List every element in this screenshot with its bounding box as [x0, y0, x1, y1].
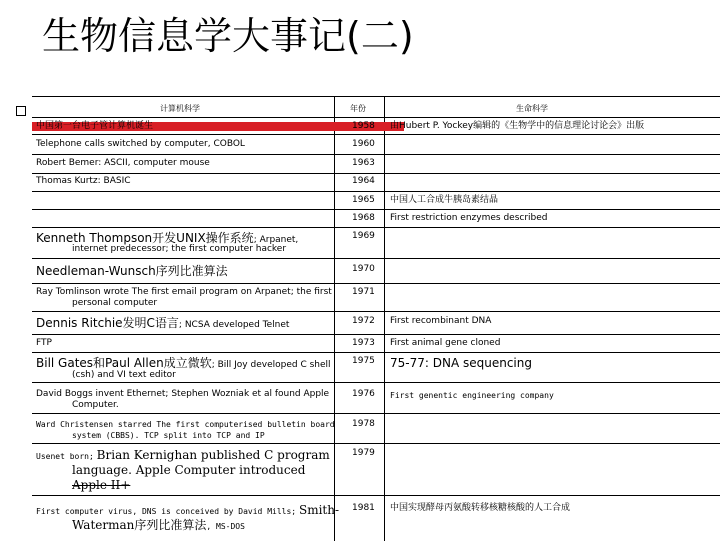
cell-computer-emphasis: Kenneth Thompson开发UNIX操作系统 — [36, 231, 254, 245]
cell-computer: 中国第一台电子管计算机诞生 — [36, 121, 154, 131]
cell-computer-emphasis: Brian Kernighan published C program — [96, 448, 330, 462]
row-divider — [32, 209, 720, 210]
cell-computer-emphasis: Bill Gates和Paul Allen成立微软 — [36, 356, 212, 370]
cell-year: 1965 — [352, 195, 375, 205]
cell-year: 1978 — [352, 419, 375, 429]
events-table — [32, 96, 720, 541]
cell-computer-text: , MS-DOS — [206, 522, 245, 531]
cell-computer-continued: personal computer — [72, 298, 158, 308]
slide-title: 生物信息学大事记(二) — [42, 14, 414, 58]
cell-computer: Thomas Kurtz: BASIC — [36, 176, 131, 186]
header-computer: 计算机科学 — [160, 104, 200, 113]
cell-life: 中国实现酵母丙氨酸转移核糖核酸的人工合成 — [390, 503, 571, 513]
cell-year: 1963 — [352, 158, 375, 168]
cell-life: 75-77: DNA sequencing — [390, 356, 532, 370]
cell-computer-continued: internet predecessor; the first computer hacker — [72, 244, 287, 254]
cell-life: First restriction enzymes described — [390, 213, 548, 223]
row-divider — [32, 443, 720, 444]
cell-computer: Needleman-Wunsch序列比准算法 — [36, 264, 228, 278]
cell-computer: Telephone calls switched by computer, COBOL — [36, 139, 245, 149]
row-divider — [32, 311, 720, 312]
cell-year: 1970 — [352, 264, 375, 274]
cell-year: 1975 — [352, 356, 375, 366]
row-divider — [32, 173, 720, 174]
header-year: 年份 — [350, 104, 366, 113]
cell-computer-continued — [72, 518, 245, 533]
cell-computer-continued: system (CBBS). TCP split into TCP and IP — [72, 431, 265, 440]
cell-year: 1969 — [352, 231, 375, 241]
row-divider — [32, 134, 720, 135]
cell-computer-text: Usenet born; — [36, 452, 94, 461]
cell-computer-continued: Apple II+ — [72, 478, 131, 492]
cell-computer: Robert Bemer: ASCII, computer mouse — [36, 158, 210, 168]
row-divider — [32, 495, 720, 496]
cell-year: 1971 — [352, 287, 375, 297]
cell-computer — [36, 356, 331, 371]
cell-computer: David Boggs invent Ethernet; Stephen Wozniak et al found Apple — [36, 389, 330, 399]
cell-year: 1960 — [352, 139, 375, 149]
row-divider — [32, 258, 720, 259]
row-divider — [32, 117, 720, 118]
cell-year: 1968 — [352, 213, 375, 223]
cell-year: 1958 — [352, 121, 375, 131]
cell-life: First recombinant DNA — [390, 316, 492, 326]
cell-life: 中国人工合成牛胰岛素结晶 — [390, 195, 499, 205]
cell-computer — [36, 316, 289, 331]
cell-computer-emphasis: Smith- — [298, 503, 340, 517]
cell-computer: Ray Tomlinson wrote The first email program on Arpanet; the first — [36, 287, 332, 297]
row-divider — [32, 154, 720, 155]
cell-year: 1973 — [352, 338, 375, 348]
row-divider — [32, 413, 720, 414]
cell-year: 1972 — [352, 316, 375, 326]
cell-computer: FTP — [36, 338, 52, 348]
cell-computer-continued: (csh) and VI text editor — [72, 370, 176, 380]
column-divider — [384, 97, 385, 541]
cell-computer-text: ; Bill Joy developed C shell — [211, 360, 331, 370]
cell-computer-emphasis: Dennis Ritchie发明C语言 — [36, 316, 179, 330]
cell-life: First animal gene cloned — [390, 338, 501, 348]
cell-year: 1981 — [352, 503, 375, 513]
cell-computer-text: ; NCSA developed Telnet — [178, 320, 290, 330]
cell-life: 由Hubert P. Yockey编辑的《生物学中的信息理论讨论会》出版 — [390, 121, 645, 131]
row-divider — [32, 283, 720, 284]
cell-computer-continued: Computer. — [72, 400, 119, 410]
bullet-square-icon — [16, 106, 26, 116]
cell-year: 1979 — [352, 448, 375, 458]
cell-year: 1976 — [352, 389, 375, 399]
column-divider — [334, 97, 335, 541]
row-divider — [32, 191, 720, 192]
cell-year: 1964 — [352, 176, 375, 186]
row-divider — [32, 352, 720, 353]
header-life: 生命科学 — [516, 104, 548, 113]
cell-computer-text: First computer virus, DNS is conceived by David Mills; — [36, 507, 297, 516]
row-divider — [32, 334, 720, 335]
cell-computer-text: ; Arpanet, — [253, 235, 299, 245]
cell-computer — [36, 503, 339, 518]
cell-computer-continued: language. Apple Computer introduced — [72, 463, 306, 477]
cell-computer: Ward Christensen starred The first computerised bulletin board — [36, 420, 335, 429]
row-divider — [32, 382, 720, 383]
cell-life: First genentic engineering company — [390, 391, 554, 400]
cell-computer-emphasis: Waterman序列比准算法 — [72, 518, 207, 532]
cell-computer — [36, 448, 330, 463]
row-divider — [32, 227, 720, 228]
